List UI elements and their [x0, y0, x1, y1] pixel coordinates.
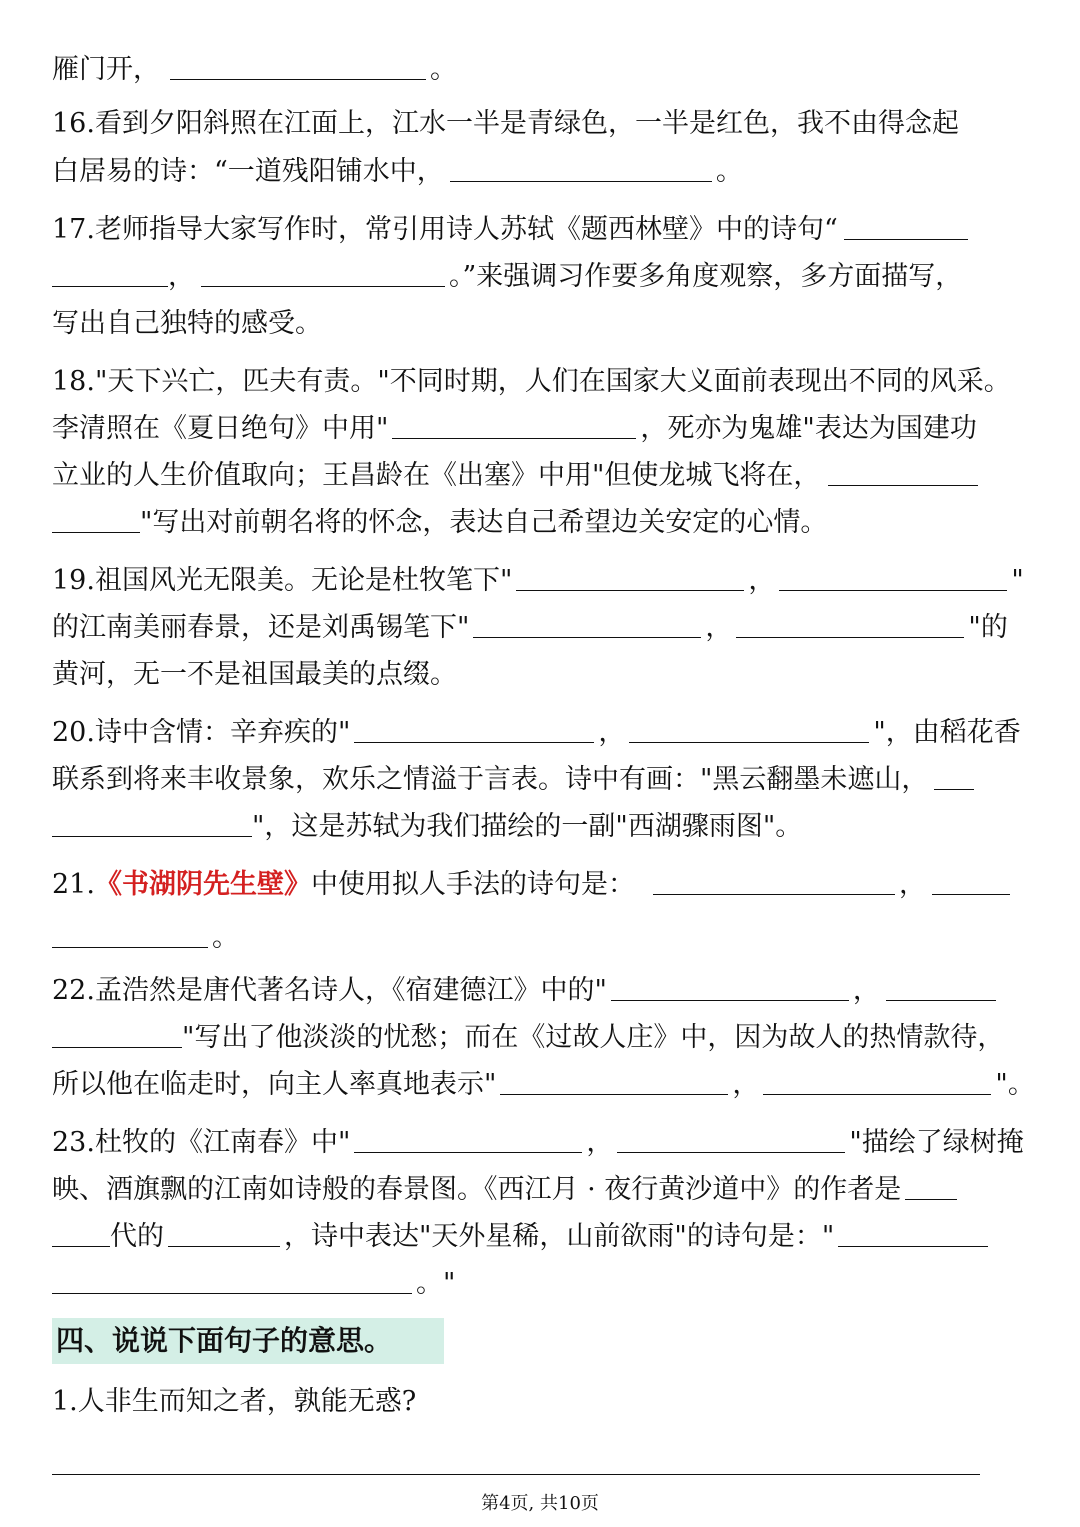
question-21-line-2: 。: [52, 920, 1028, 956]
answer-blank[interactable]: [886, 999, 996, 1001]
answer-blank[interactable]: [617, 1151, 845, 1153]
question-21-line-1: 21.《书湖阴先生壁》中使用拟人手法的诗句是： ，: [52, 867, 1028, 903]
question-17-line-2: ， 。”来强调习作要多角度观察，多方面描写，: [52, 259, 1028, 295]
question-20-line-3: "，这是苏轼为我们描绘的一副"西湖骤雨图"。: [52, 809, 1028, 845]
answer-blank[interactable]: [932, 893, 1010, 895]
answer-blank[interactable]: [52, 1046, 182, 1048]
answer-blank[interactable]: [473, 636, 701, 638]
question-17-line-3: 写出自己独特的感受。: [52, 308, 322, 339]
answer-blank[interactable]: [170, 78, 426, 80]
question-23-line-4: 。": [52, 1266, 1028, 1302]
answer-blank[interactable]: [653, 893, 895, 895]
question-18-line-4: "写出对前朝名将的怀念，表达自己希望边关安定的心情。: [52, 505, 1028, 541]
question-15-tail: 雁门开， 。: [52, 54, 457, 85]
question-20-line-1: 20.诗中含情：辛弃疾的" ， "，由稻花香: [52, 717, 1021, 748]
answer-blank[interactable]: [450, 180, 712, 182]
answer-blank[interactable]: [629, 741, 869, 743]
poem-title: 《书湖阴先生壁》: [94, 869, 311, 900]
answer-blank[interactable]: [763, 1093, 991, 1095]
question-22-line-2: "写出了他淡淡的忧愁；而在《过故人庄》中，因为故人的热情款待，: [52, 1020, 1028, 1056]
answer-blank[interactable]: [736, 636, 964, 638]
question-23-line-1: 23.杜牧的《江南春》中" ， "描绘了绿树掩: [52, 1127, 1024, 1158]
answer-blank[interactable]: [611, 999, 849, 1001]
answer-blank[interactable]: [392, 437, 636, 439]
answer-blank[interactable]: [516, 589, 744, 591]
question-22-line-3: 所以他在临走时，向主人率真地表示" ， "。: [52, 1069, 1035, 1100]
question-23-line-2: 映、酒旗飘的江南如诗般的春景图。《西江月 · 夜行黄沙道中》的作者是: [52, 1172, 1028, 1208]
question-19-line-3: 黄河，无一不是祖国最美的点缀。: [52, 659, 457, 690]
question-19-line-1: 19.祖国风光无限美。无论是杜牧笔下" ， ": [52, 565, 1024, 596]
section-4-question-1: 1.人非生而知之者，孰能无惑?: [52, 1386, 417, 1417]
answer-blank[interactable]: [52, 946, 208, 948]
question-19-line-2: 的江南美丽春景，还是刘禹锡笔下" ， "的: [52, 612, 1008, 643]
answer-blank[interactable]: [52, 1245, 110, 1247]
answer-blank[interactable]: [168, 1245, 280, 1247]
answer-blank[interactable]: [354, 741, 594, 743]
question-16-line-1: 16.看到夕阳斜照在江面上，江水一半是青绿色，一半是红色，我不由得念起: [52, 108, 959, 139]
answer-blank[interactable]: [828, 484, 978, 486]
answer-blank[interactable]: [52, 835, 252, 837]
answer-blank[interactable]: [838, 1245, 988, 1247]
answer-blank[interactable]: [354, 1151, 582, 1153]
question-18-line-2: 李清照在《夏日绝句》中用" ，死亦为鬼雄"表达为国建功: [52, 413, 977, 444]
question-16-line-2: 白居易的诗：“一道残阳铺水中， 。: [52, 156, 743, 187]
answer-blank[interactable]: [905, 1198, 957, 1200]
answer-writing-line[interactable]: [52, 1474, 980, 1475]
answer-blank[interactable]: [52, 1292, 412, 1294]
answer-blank[interactable]: [500, 1093, 728, 1095]
answer-blank[interactable]: [52, 531, 140, 533]
answer-blank[interactable]: [779, 589, 1007, 591]
section-4-heading: 四、说说下面句子的意思。: [56, 1324, 393, 1357]
question-18-line-1: 18."天下兴亡，匹夫有责。"不同时期，人们在国家大义面前表现出不同的风采。: [52, 366, 1011, 397]
question-18-line-3: 立业的人生价值取向；王昌龄在《出塞》中用"但使龙城飞将在，: [52, 458, 1028, 494]
page-footer: 第4页, 共10页: [481, 1493, 599, 1514]
answer-blank[interactable]: [52, 285, 168, 287]
question-23-line-3: 代的 ，诗中表达"天外星稀，山前欲雨"的诗句是：": [52, 1219, 1028, 1255]
answer-blank[interactable]: [934, 788, 974, 790]
question-20-line-2: 联系到将来丰收景象，欢乐之情溢于言表。诗中有画："黑云翻墨未遮山，: [52, 762, 1028, 798]
question-22-line-1: 22.孟浩然是唐代著名诗人，《宿建德江》中的" ，: [52, 973, 1028, 1009]
answer-blank[interactable]: [201, 285, 445, 287]
question-17-line-1: 17.老师指导大家写作时，常引用诗人苏轼《题西林壁》中的诗句“: [52, 212, 1028, 248]
answer-blank[interactable]: [844, 238, 968, 240]
